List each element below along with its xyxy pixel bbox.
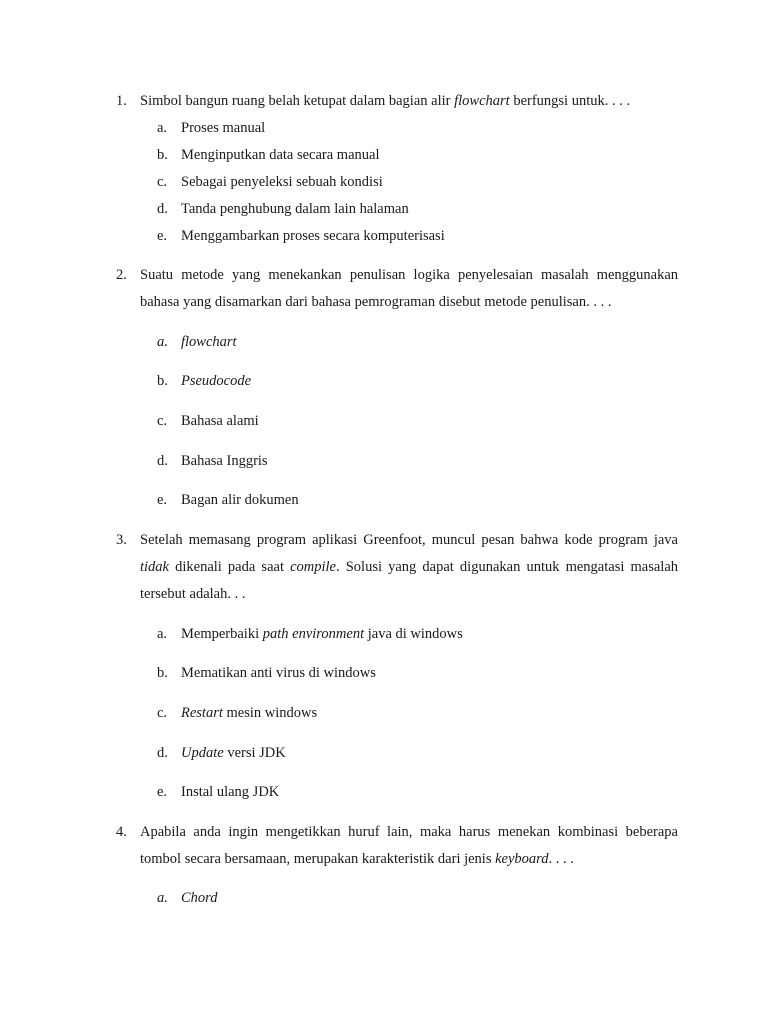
option-text: Chord (181, 890, 218, 906)
option-letter: b. (157, 373, 168, 389)
question-line: Suatu metode yang menekankan penulisan logika penyelesaian masalah menggunakan (140, 267, 678, 283)
question-line: tidak dikenali pada saat compile. Solusi yang dapat digunakan untuk mengatasi masalah (140, 559, 679, 575)
option-text: Instal ulang JDK (181, 784, 280, 800)
question-line: Setelah memasang program aplikasi Greenfoot, muncul pesan bahwa kode program java (140, 532, 678, 548)
option-text: Restart mesin windows (181, 705, 318, 721)
option-letter: e. (157, 228, 168, 244)
option-text: Bagan alir dokumen (181, 492, 299, 508)
option-letter: d. (157, 453, 168, 469)
option-text: Menginputkan data secara manual (181, 147, 380, 163)
option-letter: a. (157, 120, 168, 136)
option-letter: c. (157, 413, 168, 429)
option-letter: b. (157, 147, 168, 163)
option-text: Pseudocode (181, 373, 252, 389)
question-text (140, 527, 678, 608)
question-text (140, 262, 678, 316)
option-text: flowchart (181, 334, 237, 350)
option-letter: e. (157, 784, 168, 800)
question-number: 3. (116, 532, 127, 548)
option-text: Proses manual (181, 120, 266, 136)
option-text: Update versi JDK (181, 745, 286, 761)
option-text: Mematikan anti virus di windows (181, 665, 376, 681)
option-letter: e. (157, 492, 168, 508)
option-text: Bahasa Inggris (181, 453, 268, 469)
option-letter: c. (157, 705, 168, 721)
question-line: tombol secara bersamaan, merupakan karakteristik dari jenis keyboard. . . . (140, 851, 574, 867)
question-text (140, 819, 678, 873)
question-number: 4. (116, 824, 127, 840)
question-line: tersebut adalah. . . (140, 586, 246, 602)
option-letter: c. (157, 174, 168, 190)
question-line: Simbol bangun ruang belah ketupat dalam bagian alir flowchart berfungsi untuk. . . . (140, 93, 631, 109)
option-letter: d. (157, 201, 168, 217)
question-number: 1. (116, 93, 127, 109)
question-line: bahasa yang disamarkan dari bahasa pemrograman disebut metode penulisan. . . . (140, 294, 612, 310)
option-text: Tanda penghubung dalam lain halaman (181, 201, 409, 217)
option-letter: a. (157, 890, 168, 906)
question-number: 2. (116, 267, 127, 283)
option-text: Sebagai penyeleksi sebuah kondisi (181, 174, 383, 190)
question-line: Apabila anda ingin mengetikkan huruf lain, maka harus menekan kombinasi beberapa (140, 824, 678, 840)
option-text: Menggambarkan proses secara komputerisasi (181, 228, 445, 244)
option-text: Memperbaiki path environment java di windows (181, 626, 463, 642)
option-letter: a. (157, 334, 168, 350)
option-text: Bahasa alami (181, 413, 259, 429)
question-text (140, 88, 678, 115)
option-letter: b. (157, 665, 168, 681)
option-letter: a. (157, 626, 168, 642)
option-letter: d. (157, 745, 168, 761)
